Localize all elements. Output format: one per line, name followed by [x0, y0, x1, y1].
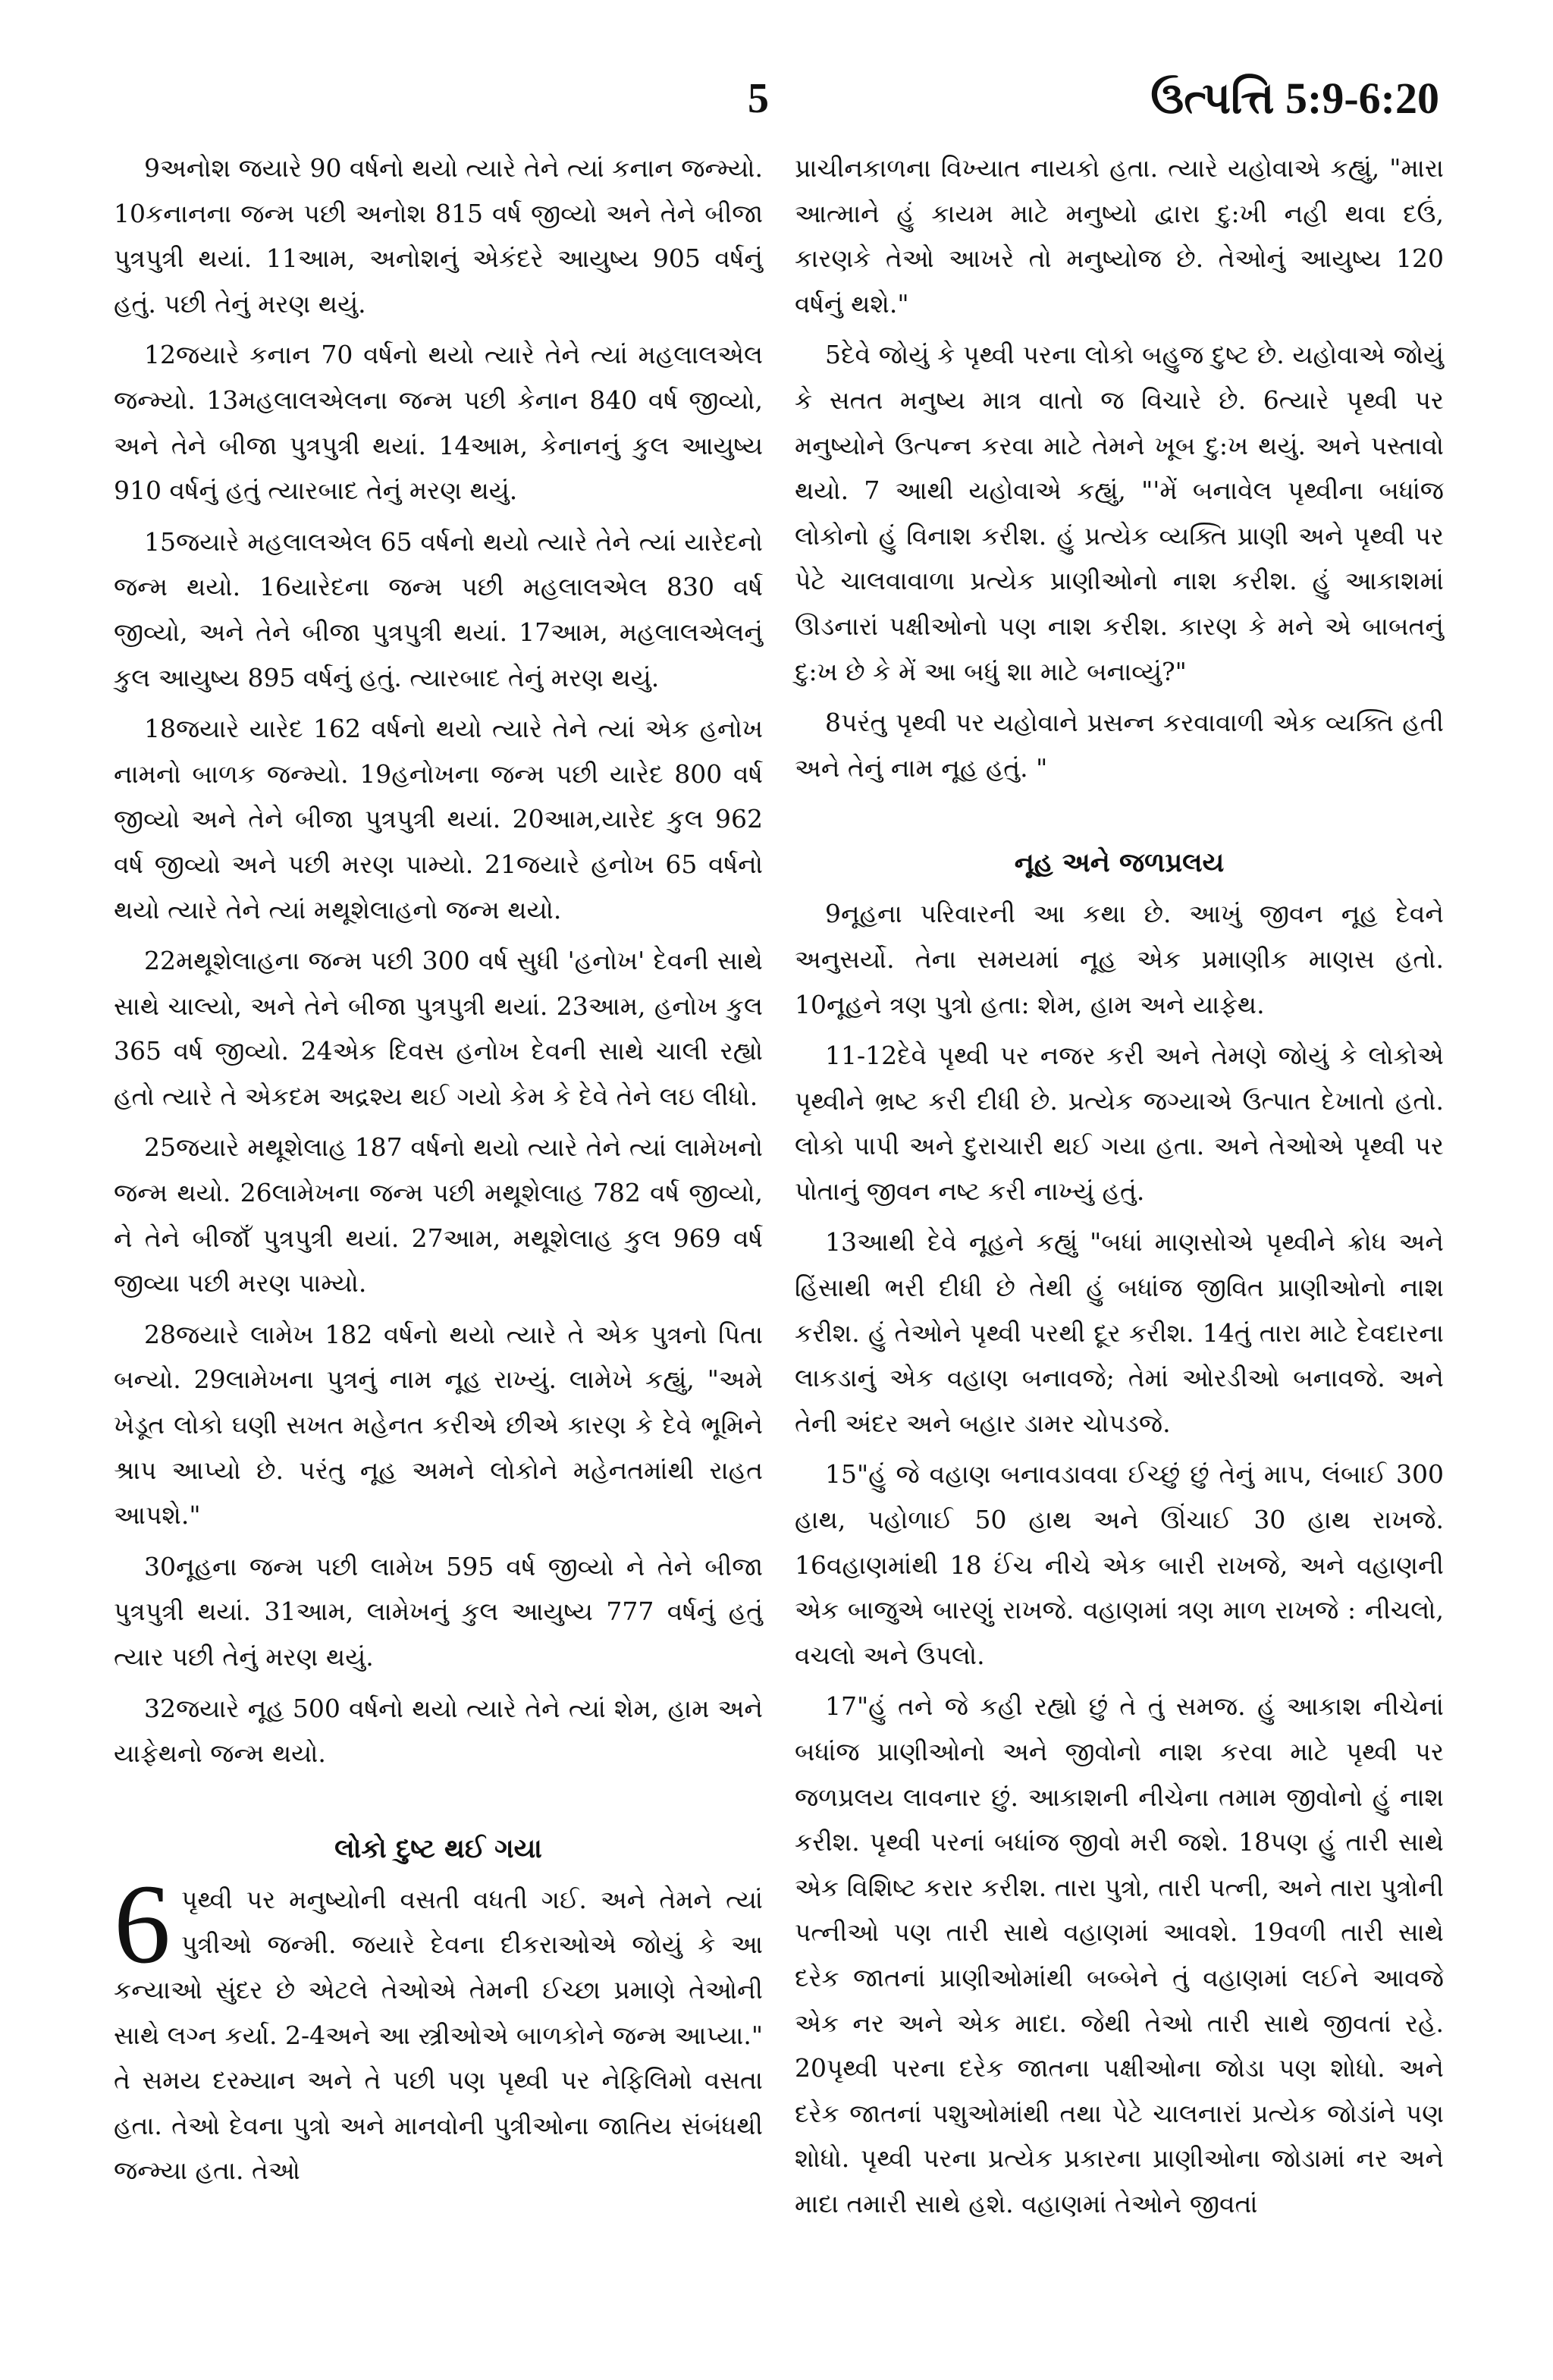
paragraph: 32જયારે નૂહ 500 વર્ષનો થયો ત્યારે તેને ત્યાં શેમ, હામ અને યાફેથનો જન્મ થયો. [114, 1693, 763, 1769]
paragraph: 5દેવે જોયું કે પૃથ્વી પરના લોકો બહુજ દુષ્ટ છે. યહોવાએ જોયું કે સતત મનુષ્ય માત્ર વાતો જ વિચારે છે. 6ત્યારે પૃથ્વી પર મનુષ્યોને ઉત્પન્ન કરવા માટે તેમને ખૂબ દુ:ખ થયું. અને પસ્તાવો થયો. 7 આથી યહોવાએ કહ્યું, "'મેં બનાવેલ પૃથ્વીના બધાંજ લોકોનો હું વિનાશ કરીશ. હું પ્રત્યેક વ્યક્તિ પ્રાણી અને પૃથ્વી પર પેટે ચાલવાવાળા પ્રત્યેક પ્રાણીઓનો નાશ કરીશ. હું આકાશમાં ઊડનારાં પક્ષીઓનો પણ નાશ કરીશ. કારણ કે મને એ બાબતનું દુ:ખ છે કે મેં આ બધું શા માટે બનાવ્યું?" [795, 340, 1444, 686]
paragraph: 28જયારે લામેખ 182 વર્ષનો થયો ત્યારે તે એક પુત્રનો પિતા બન્યો. 29લામેખના પુત્રનું નામ નૂહ રાખ્યું. લામેખે કહ્યું, "અમે ખેડૂત લોકો ઘણી સખત મહેનત કરીએ છીએ કારણ કે દેવે ભૂમિને શ્રાપ આપ્યો છે. પરંતુ નૂહ અમને લોકોને મહેનતમાંથી રાહત આપશે." [114, 1319, 763, 1531]
chapter-text: પૃથ્વી પર મનુષ્યોની વસતી વધતી ગઈ. અને તેમને ત્યાં પુત્રીઓ જન્મી. જયારે દેવના દીકરાઓએ જોયું કે આ કન્યાઓ સુંદર છે એટલે તેઓએ તેમની ઈચ્છા પ્રમાણે તેઓની સાથે લગ્ન કર્યા. 2-4અને આ સ્ત્રીઓએ બાળકોને જન્મ આપ્યા." તે સમય દરમ્યાન અને તે પછી પણ પૃથ્વી પર નેફિલિમો વસતા હતા. તેઓ દેવના પુત્રો અને માનવોની પુત્રીઓના જાતિય સંબંધથી જન્મ્યા હતા. તેઓ [114, 1884, 763, 2186]
paragraph: પ્રાચીનકાળના વિખ્યાત નાયકો હતા. ત્યારે યહોવાએ કહ્યું, "મારા આત્માને હું કાયમ માટે મનુષ્યો દ્વારા દુ:ખી નહી થવા દઉં, કારણકે તેઓ આખરે તો મનુષ્યોજ છે. તેઓનું આયુષ્ય 120 વર્ષનું થશે." [795, 153, 1444, 319]
paragraph: 22મથૂશેલાહના જન્મ પછી 300 વર્ષ સુધી 'હનોખ' દેવની સાથે સાથે ચાલ્યો, અને તેને બીજા પુત્રપુત્રી થયાં. 23આમ, હનોખ કુલ 365 વર્ષ જીવ્યો. 24એક દિવસ હનોખ દેવની સાથે ચાલી રહ્યો હતો ત્યારે તે એકદમ અદ્રશ્ય થઈ ગયો કેમ કે દેવે તેને લઇ લીધો. [114, 946, 763, 1111]
paragraph: 13આથી દેવે નૂહને કહ્યું "બધાં માણસોએ પૃથ્વીને ક્રોધ અને હિંસાથી ભરી દીધી છે તેથી હું બધાંજ જીવિત પ્રાણીઓનો નાશ કરીશ. હું તેઓને પૃથ્વી પરથી દૂર કરીશ. 14તું તારા માટે દેવદારના લાકડાનું એક વહાણ બનાવજે; તેમાં ઓરડીઓ બનાવજે. અને તેની અંદર અને બહાર ડામર ચોપડજે. [795, 1227, 1444, 1438]
paragraph: 9અનોશ જયારે 90 વર્ષનો થયો ત્યારે તેને ત્યાં કનાન જન્મ્યો. 10કનાનના જન્મ પછી અનોશ 815 વર્ષ જીવ્યો અને તેને બીજા પુત્રપુત્રી થયાં. 11આમ, અનોશનું એકંદરે આયુષ્ય 905 વર્ષનું હતું. પછી તેનું મરણ થયું. [114, 153, 763, 319]
page-number: 5 [748, 75, 769, 122]
section-heading: નૂહ અને જળપ્રલય [1014, 847, 1225, 879]
paragraph: 8પરંતુ પૃથ્વી પર યહોવાને પ્રસન્ન કરવાવાળી એક વ્યક્તિ હતી અને તેનું નામ નૂહ હતું. " [795, 708, 1444, 783]
chapter-drop-cap: 6 [114, 1860, 171, 1987]
section-heading: લોકો દુષ્ટ થઈ ગયા [334, 1832, 542, 1864]
paragraph: 12જયારે કનાન 70 વર્ષનો થયો ત્યારે તેને ત્યાં મહલાલએલ જન્મ્યો. 13મહલાલએલના જન્મ પછી કેનાન 840 વર્ષ જીવ્યો, અને તેને બીજા પુત્રપુત્રી થયાં. 14આમ, કેનાનનું કુલ આયુષ્ય 910 વર્ષનું હતું ત્યારબાદ તેનું મરણ થયું. [114, 340, 763, 506]
paragraph: 15જયારે મહલાલએલ 65 વર્ષનો થયો ત્યારે તેને ત્યાં યારેદનો જન્મ થયો. 16યારેદના જન્મ પછી મહલાલએલ 830 વર્ષ જીવ્યો, અને તેને બીજા પુત્રપુત્રી થયાં. 17આમ, મહલાલએલનું કુલ આયુષ્ય 895 વર્ષનું હતું. ત્યારબાદ તેનું મરણ થયું. [114, 526, 763, 692]
paragraph: 30નૂહના જન્મ પછી લામેખ 595 વર્ષ જીવ્યો ને તેને બીજા પુત્રપુત્રી થયાં. 31આમ, લામેખનું કુલ આયુષ્ય 777 વર્ષનું હતું ત્યાર પછી તેનું મરણ થયું. [114, 1551, 763, 1672]
paragraph: 25જયારે મથૂશેલાહ 187 વર્ષનો થયો ત્યારે તેને ત્યાં લામેખનો જન્મ થયો. 26લામેખના જન્મ પછી મથૂશેલાહ 782 વર્ષ જીવ્યો, ને તેને બીજાઁ પુત્રપુત્રી થયાં. 27આમ, મથૂશેલાહ કુલ 969 વર્ષ જીવ્યા પછી મરણ પામ્યો. [114, 1132, 763, 1298]
paragraph: 9નૂહના પરિવારની આ કથા છે. આખું જીવન નૂહ દેવને અનુસર્યો. તેના સમયમાં નૂહ એક પ્રમાણીક માણસ હતો. 10નૂહને ત્રણ પુત્રો હતા: શેમ, હામ અને યાફેથ. [795, 899, 1444, 1019]
paragraph: 11-12દેવે પૃથ્વી પર નજર કરી અને તેમણે જોયું કે લોકોએ પૃથ્વીને ભ્રષ્ટ કરી દીધી છે. પ્રત્યેક જગ્યાએ ઉત્પાત દેખાતો હતો. લોકો પાપી અને દુરાચારી થઈ ગયા હતા. અને તેઓએ પૃથ્વી પર પોતાનું જીવન નષ્ટ કરી નાખ્યું હતું. [795, 1041, 1444, 1206]
right-column [795, 146, 1444, 2233]
chapter-opening-paragraph [114, 1860, 763, 2193]
paragraph: 18જયારે યારેદ 162 વર્ષનો થયો ત્યારે તેને ત્યાં એક હનોખ નામનો બાળક જન્મ્યો. 19હનોખના જન્મ પછી યારેદ 800 વર્ષ જીવ્યો અને તેને બીજા પુત્રપુત્રી થયાં. 20આમ,યારેદ કુલ 962 વર્ષ જીવ્યો અને પછી મરણ પામ્યો. 21જયારે હનોખ 65 વર્ષનો થયો ત્યારે તેને ત્યાં મથૂશેલાહનો જન્મ થયો. [114, 714, 763, 925]
running-head: ઉત્પત્તિ 5:9-6:20 [1150, 74, 1439, 123]
left-column [114, 146, 763, 2199]
paragraph: 15"હું જે વહાણ બનાવડાવવા ઈચ્છું છું તેનું માપ, લંબાઈ 300 હાથ, પહોળાઈ 50 હાથ અને ઊંચાઈ 30 હાથ રાખજે. 16વહાણમાંથી 18 ઈંચ નીચે એક બારી રાખજે, અને વહાણની એક બાજુએ બારણું રાખજે. વહાણમાં ત્રણ માળ રાખજે : નીચલો, વચલો અને ઉપલો. [795, 1459, 1444, 1670]
paragraph: 17"હું તને જે કહી રહ્યો છું તે તું સમજ. હું આકાશ નીચેનાં બધાંજ પ્રાણીઓનો અને જીવોનો નાશ કરવા માટે પૃથ્વી પર જળપ્રલય લાવનાર છું. આકાશની નીચેના તમામ જીવોનો હું નાશ કરીશ. પૃથ્વી પરનાં બધાંજ જીવો મરી જશે. 18પણ હું તારી સાથે એક વિશિષ્ટ કરાર કરીશ. તારા પુત્રો, તારી પત્ની, અને તારા પુત્રોની પત્નીઓ પણ તારી સાથે વહાણમાં આવશે. 19વળી તારી સાથે દરેક જાતનાં પ્રાણીઓમાંથી બબ્બેને તું વહાણમાં લઈને આવજે એક નર અને એક માદા. જેથી તેઓ તારી સાથે જીવતાં રહે. 20પૃથ્વી પરના દરેક જાતના પક્ષીઓના જોડા પણ શોધો. અને દરેક જાતનાં પશુઓમાંથી તથા પેટે ચાલનારાં પ્રત્યેક જોડાંને પણ શોધો. પૃથ્વી પરના પ્રત્યેક પ્રકારના પ્રાણીઓના જોડામાં નર અને માદા તમારી સાથે હશે. વહાણમાં તેઓને જીવતાં [795, 1691, 1444, 2218]
